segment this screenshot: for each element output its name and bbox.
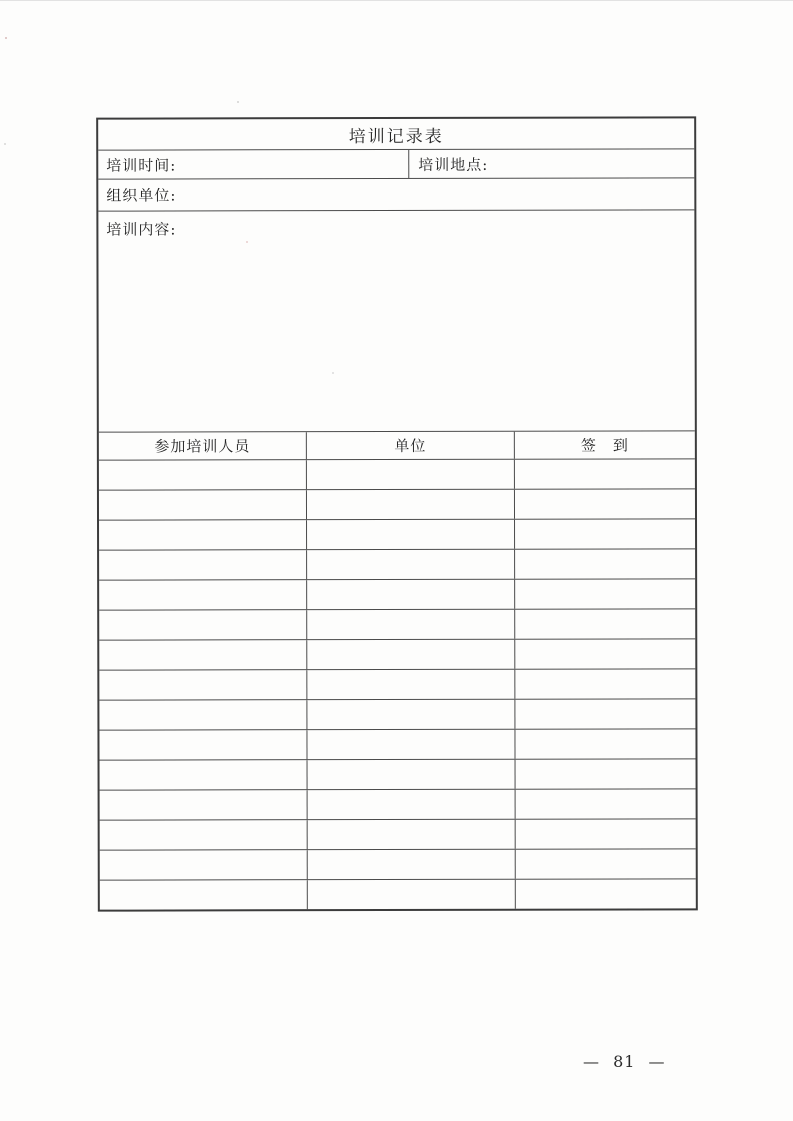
scan-noise — [0, 0, 2, 2]
organizer-field — [98, 177, 694, 210]
time-location-row — [98, 148, 694, 178]
table-cell — [516, 789, 696, 818]
training-content-field — [98, 209, 694, 431]
table-cell — [516, 849, 696, 878]
table-cell — [99, 730, 307, 759]
table-cell — [515, 729, 695, 758]
table-cell — [100, 820, 308, 849]
table-cell — [99, 520, 307, 549]
training-time-label: 培训时间: — [106, 155, 177, 175]
table-cell — [307, 700, 515, 729]
table-cell — [99, 640, 307, 669]
table-cell — [515, 519, 695, 548]
table-cell — [516, 879, 696, 908]
organizer-label: 组织单位: — [106, 186, 177, 205]
table-cell — [100, 760, 308, 789]
training-location-field — [409, 149, 694, 178]
table-cell — [99, 460, 307, 489]
participants-header-row — [99, 430, 695, 459]
table-cell — [99, 490, 307, 519]
table-cell — [99, 670, 307, 699]
table-cell — [99, 550, 307, 579]
table-row — [100, 818, 696, 849]
table-cell — [516, 759, 696, 788]
table-cell — [515, 549, 695, 578]
table-cell — [307, 490, 515, 519]
table-cell — [307, 580, 515, 609]
table-cell — [307, 550, 515, 579]
table-cell — [307, 460, 515, 489]
table-cell — [515, 669, 695, 698]
table-cell — [308, 850, 516, 879]
table-cell — [99, 580, 307, 609]
table-cell — [100, 850, 308, 879]
table-row — [100, 758, 696, 789]
table-row — [100, 788, 696, 819]
table-row — [99, 488, 695, 519]
page-number: — 81 — — [583, 1052, 666, 1071]
training-record-form — [96, 116, 698, 911]
training-time-field — [98, 150, 409, 179]
table-cell — [307, 670, 515, 699]
table-cell — [515, 489, 695, 518]
form-title-row — [98, 118, 694, 149]
table-cell — [99, 700, 307, 729]
table-cell — [515, 579, 695, 608]
table-cell — [307, 730, 515, 759]
table-row — [99, 518, 695, 549]
table-row — [99, 638, 695, 669]
table-row — [99, 698, 695, 729]
table-row — [100, 848, 696, 879]
header-unit: 单位 — [307, 432, 515, 459]
table-row — [99, 728, 695, 759]
table-cell — [515, 699, 695, 728]
table-cell — [307, 640, 515, 669]
table-cell — [99, 610, 307, 639]
table-cell — [100, 880, 308, 909]
table-row — [99, 668, 695, 699]
table-cell — [308, 820, 516, 849]
table-cell — [307, 520, 515, 549]
table-row — [99, 578, 695, 609]
header-sign-in: 签 到 — [580, 436, 629, 455]
training-location-label: 培训地点: — [418, 155, 489, 174]
table-cell — [308, 790, 516, 819]
table-row — [99, 608, 695, 639]
participants-rows — [99, 458, 696, 909]
form-title: 培训记录表 — [348, 126, 444, 147]
table-cell — [515, 609, 695, 638]
table-cell — [515, 459, 695, 488]
table-row — [99, 458, 695, 489]
table-cell — [307, 610, 515, 639]
table-cell — [100, 790, 308, 819]
table-cell — [308, 880, 516, 909]
table-cell — [516, 819, 696, 848]
header-participants: 参加培训人员 — [99, 432, 307, 459]
table-row — [100, 878, 696, 909]
table-cell — [308, 760, 516, 789]
table-cell — [515, 639, 695, 668]
training-content-label: 培训内容: — [106, 220, 177, 239]
table-row — [99, 548, 695, 579]
